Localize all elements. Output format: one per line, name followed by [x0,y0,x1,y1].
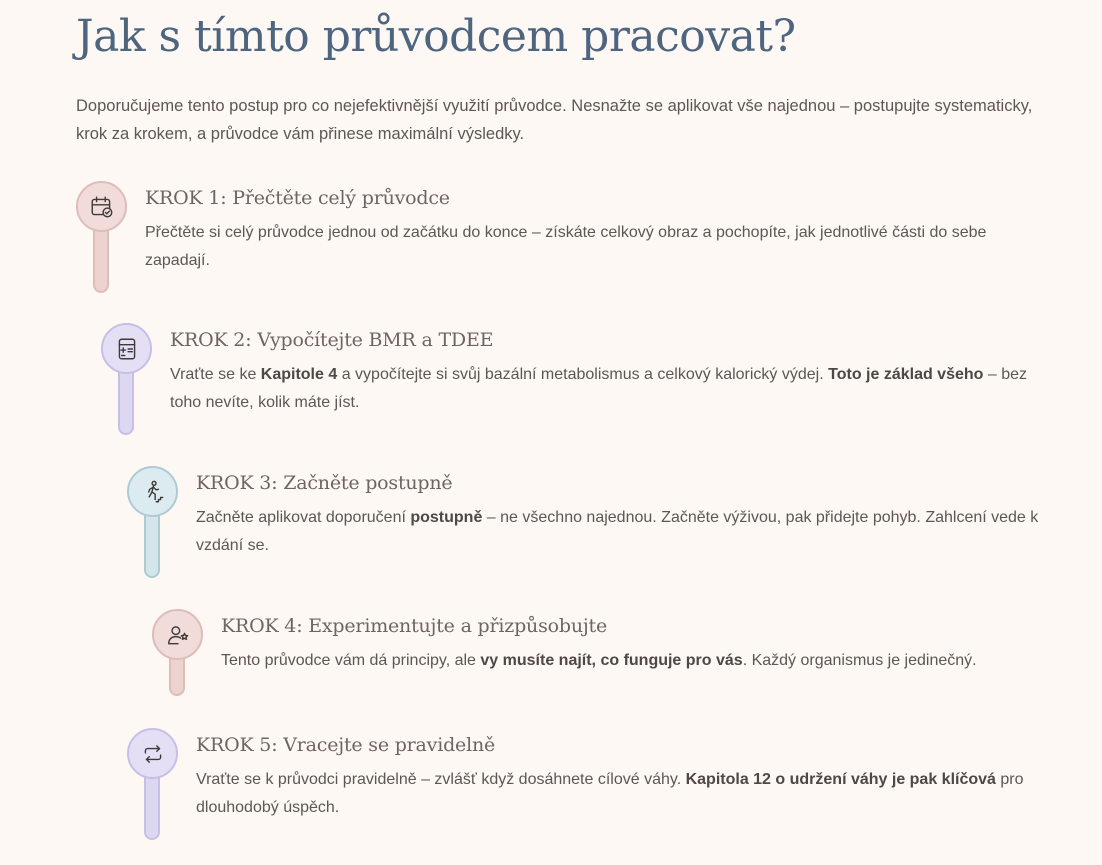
pin-head [152,609,203,660]
repeat-arrows-icon [140,741,166,767]
description-text: Vraťte se k průvodci pravidelně – zvlášť když dosáhnete cílové váhy. [196,771,686,788]
description-text: . Každý organismus je jedinečný. [742,652,977,669]
step-body [221,611,1101,675]
description-text: a vypočítejte si svůj bazální metabolismus a celkový kalorický výdej. [337,366,829,383]
user-star-icon [165,622,191,648]
step-description [145,219,1045,275]
step-title: KROK 1: Přečtěte celý průvodce [145,187,450,209]
step-body [196,468,1046,560]
step-description [221,647,1101,675]
description-text: Tento průvodce vám dá principy, ale [221,652,481,669]
step-title: KROK 2: Vypočítejte BMR a TDEE [170,329,494,351]
pin-head [76,181,127,232]
pin-head [127,466,178,517]
step-description [170,361,1050,417]
description-text: pro dlouhodobý úspěch. [196,771,1024,816]
step-description [196,504,1046,560]
step-body [170,325,1050,417]
description-text: Začněte aplikovat doporučení [196,509,411,526]
calculator-icon [114,336,140,362]
pin-head [101,323,152,374]
step-title: KROK 4: Experimentujte a přizpůsobujte [221,615,608,637]
step-title: KROK 5: Vracejte se pravidelně [196,734,496,756]
emphasis-text: Toto je základ všeho [828,366,984,383]
description-text: – bez toho nevíte, kolik máte jíst. [170,366,1028,411]
description-text: Vraťte se ke [170,366,261,383]
calendar-check-icon [89,194,115,220]
step-description [196,766,1076,822]
step-body [145,183,1045,275]
emphasis-text: postupně [410,509,483,526]
page-title: Jak s tímto průvodcem pracovat? [76,11,796,62]
description-text: – ne všechno najednou. Začněte výživou, pak přidejte pohyb. Zahlcení vede k vzdání se. [196,509,1039,554]
person-climbing-stairs-icon [140,479,166,505]
emphasis-text: Kapitole 4 [260,366,338,383]
step-body [196,730,1076,822]
step-title: KROK 3: Začněte postupně [196,472,453,494]
emphasis-text: vy musíte najít, co funguje pro vás [480,652,743,669]
description-text: Přečtěte si celý průvodce jednou od začátku do konce – získáte celkový obraz a pochopíte, jak jednotlivé části do sebe zapadají. [145,224,987,269]
pin-head [127,728,178,779]
emphasis-text: Kapitola 12 o udržení váhy je pak klíčová [685,771,996,788]
intro-paragraph: Doporučujeme tento postup pro co nejefektivnější využití průvodce. Nesnažte se aplikovat vše najednou – postupujte systematicky, krok za krokem, a průvodce vám přinese maximální výsledky. [76,97,1033,143]
